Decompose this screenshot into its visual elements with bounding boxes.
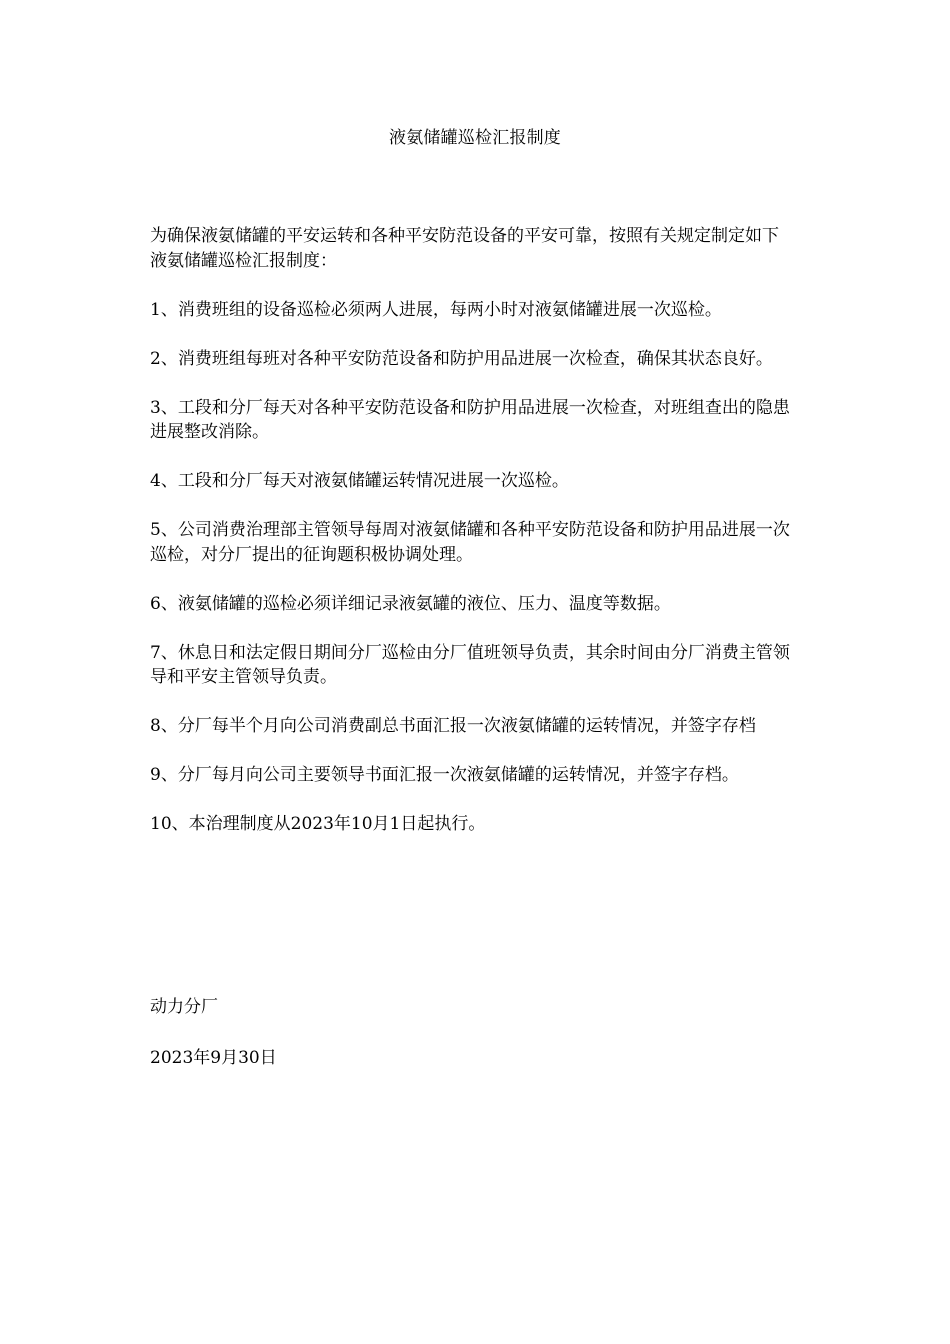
signature-date: 2023年9月30日 bbox=[150, 1048, 277, 1068]
rule-item-6: 6、液氨储罐的巡检必须详细记录液氨罐的液位、压力、温度等数据。 bbox=[150, 593, 671, 614]
signature-organization: 动力分厂 bbox=[150, 997, 218, 1017]
rule-item-9: 9、分厂每月向公司主要领导书面汇报一次液氨储罐的运转情况，并签字存档。 bbox=[150, 765, 739, 785]
rule-item-3: 3、工段和分厂每天对各种平安防范设备和防护用品进展一次检查，对班组查出的隐患进展整改消除。 bbox=[150, 397, 790, 442]
document-title: 液氨储罐巡检汇报制度 bbox=[389, 128, 561, 148]
rule-item-1: 1、消费班组的设备巡检必须两人进展，每两小时对液氨储罐进展一次巡检。 bbox=[150, 299, 722, 320]
rule-item-5: 5、公司消费治理部主管领导每周对液氨储罐和各种平安防范设备和防护用品进展一次巡检，对分厂提出的征询题积极协调处理。 bbox=[150, 520, 790, 565]
rule-item-8: 8、分厂每半个月向公司消费副总书面汇报一次液氨储罐的运转情况，并签字存档 bbox=[150, 716, 756, 736]
intro-paragraph: 为确保液氨储罐的平安运转和各种平安防范设备的平安可靠，按照有关规定制定如下液氨储罐巡检汇报制度： bbox=[150, 226, 779, 271]
rule-item-4: 4、工段和分厂每天对液氨储罐运转情况进展一次巡检。 bbox=[150, 471, 569, 491]
rule-item-2: 2、消费班组每班对各种平安防范设备和防护用品进展一次检查，确保其状态良好。 bbox=[150, 348, 773, 369]
rule-item-7: 7、休息日和法定假日期间分厂巡检由分厂值班领导负责，其余时间由分厂消费主管领导和平安主管领导负责。 bbox=[150, 642, 790, 687]
rule-item-10: 10、本治理制度从2023年10月1日起执行。 bbox=[150, 814, 486, 834]
document-body bbox=[150, 224, 795, 861]
